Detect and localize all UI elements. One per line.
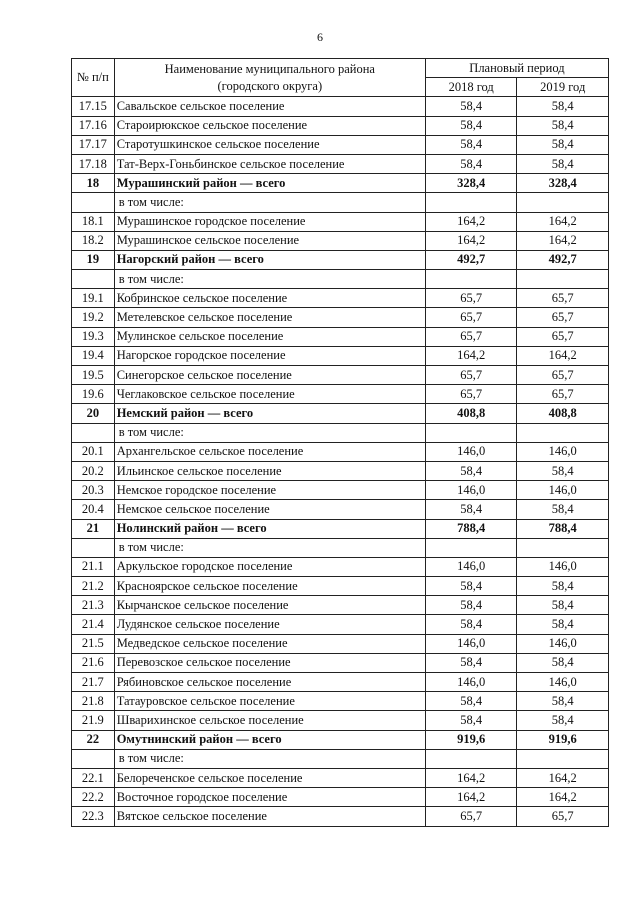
header-number: № п/п (72, 59, 115, 97)
row-name: Шварихинское сельское поселение (114, 711, 425, 730)
row-value-2019: 58,4 (517, 154, 609, 173)
district-total-row (72, 404, 609, 423)
row-name: Рябиновское сельское поселение (114, 673, 425, 692)
row-value-2018: 58,4 (425, 135, 517, 154)
row-value-2019: 58,4 (517, 653, 609, 672)
row-number: 19.5 (72, 366, 115, 385)
row-number: 20.3 (72, 481, 115, 500)
row-name: в том числе: (114, 749, 425, 768)
header-name-line2: (городского округа) (217, 78, 323, 93)
row-number: 21.9 (72, 711, 115, 730)
row-number: 20.1 (72, 442, 115, 461)
row-number: 17.16 (72, 116, 115, 135)
row-value-2018: 58,4 (425, 97, 517, 116)
row-value-2019: 65,7 (517, 385, 609, 404)
budget-table (71, 58, 609, 827)
row-value-2018: 146,0 (425, 442, 517, 461)
table-row (72, 481, 609, 500)
row-value-2019: 65,7 (517, 308, 609, 327)
row-value-2019: 164,2 (517, 788, 609, 807)
row-number: 19 (72, 250, 115, 269)
row-value-2018: 58,4 (425, 154, 517, 173)
row-number: 21.7 (72, 673, 115, 692)
row-name: Немское городское поселение (114, 481, 425, 500)
table-row (72, 154, 609, 173)
table-row (72, 97, 609, 116)
row-number: 20.4 (72, 500, 115, 519)
row-value-2018 (425, 749, 517, 768)
row-number: 21.5 (72, 634, 115, 653)
row-number: 19.1 (72, 289, 115, 308)
district-total-row (72, 730, 609, 749)
row-value-2019: 919,6 (517, 730, 609, 749)
row-value-2019: 788,4 (517, 519, 609, 538)
row-value-2019: 58,4 (517, 135, 609, 154)
row-value-2018: 58,4 (425, 615, 517, 634)
row-value-2018: 58,4 (425, 711, 517, 730)
row-value-2018: 58,4 (425, 500, 517, 519)
row-number: 18.1 (72, 212, 115, 231)
row-name: Староирюкское сельское поселение (114, 116, 425, 135)
row-name: Белореченское сельское поселение (114, 768, 425, 787)
header-year-2019: 2019 год (517, 78, 609, 97)
row-name: Ильинское сельское поселение (114, 461, 425, 480)
table-row (72, 673, 609, 692)
row-number: 22.3 (72, 807, 115, 826)
row-value-2019: 164,2 (517, 231, 609, 250)
row-name: в том числе: (114, 423, 425, 442)
row-value-2018: 408,8 (425, 404, 517, 423)
table-row (72, 135, 609, 154)
table-row (72, 788, 609, 807)
row-value-2019: 146,0 (517, 634, 609, 653)
row-name: Архангельское сельское поселение (114, 442, 425, 461)
row-number (72, 193, 115, 212)
row-name: Мурашинское сельское поселение (114, 231, 425, 250)
table-row (72, 461, 609, 480)
row-value-2018: 919,6 (425, 730, 517, 749)
row-name: Красноярское сельское поселение (114, 577, 425, 596)
row-value-2018: 65,7 (425, 385, 517, 404)
subheading-row (72, 749, 609, 768)
table-row (72, 116, 609, 135)
table-row (72, 577, 609, 596)
district-total-row (72, 519, 609, 538)
page-number: 6 (317, 30, 323, 44)
subheading-row (72, 193, 609, 212)
row-name: Мулинское сельское поселение (114, 327, 425, 346)
subheading-row (72, 538, 609, 557)
row-value-2019: 492,7 (517, 250, 609, 269)
row-number (72, 270, 115, 289)
row-number: 21.2 (72, 577, 115, 596)
row-value-2019 (517, 423, 609, 442)
row-value-2019: 146,0 (517, 481, 609, 500)
row-value-2018 (425, 423, 517, 442)
row-name: в том числе: (114, 193, 425, 212)
row-number (72, 749, 115, 768)
row-value-2018: 788,4 (425, 519, 517, 538)
row-value-2018: 58,4 (425, 461, 517, 480)
row-number: 21.6 (72, 653, 115, 672)
row-value-2018: 65,7 (425, 327, 517, 346)
table-row (72, 615, 609, 634)
row-value-2018: 146,0 (425, 634, 517, 653)
row-name: Вятское сельское поселение (114, 807, 425, 826)
row-number: 19.6 (72, 385, 115, 404)
row-name: Восточное городское поселение (114, 788, 425, 807)
row-number: 19.3 (72, 327, 115, 346)
row-number: 17.15 (72, 97, 115, 116)
table-row (72, 327, 609, 346)
table-row (72, 807, 609, 826)
row-name: Лудянское сельское поселение (114, 615, 425, 634)
table-row (72, 366, 609, 385)
row-value-2018: 58,4 (425, 577, 517, 596)
table-row (72, 308, 609, 327)
table-row (72, 289, 609, 308)
row-value-2019: 65,7 (517, 366, 609, 385)
row-number: 22.2 (72, 788, 115, 807)
row-value-2018: 65,7 (425, 807, 517, 826)
row-value-2018: 328,4 (425, 174, 517, 193)
row-number: 22 (72, 730, 115, 749)
row-value-2019: 58,4 (517, 596, 609, 615)
row-name: Кобринское сельское поселение (114, 289, 425, 308)
row-number: 19.2 (72, 308, 115, 327)
row-name: Немский район — всего (114, 404, 425, 423)
row-name: Перевозское сельское поселение (114, 653, 425, 672)
row-value-2019: 164,2 (517, 768, 609, 787)
row-value-2019: 65,7 (517, 807, 609, 826)
table-row (72, 212, 609, 231)
row-value-2018: 164,2 (425, 346, 517, 365)
row-value-2018: 58,4 (425, 692, 517, 711)
header-year-2018: 2018 год (425, 78, 517, 97)
row-name: Метелевское сельское поселение (114, 308, 425, 327)
table-header (72, 59, 609, 97)
row-number: 21.1 (72, 557, 115, 576)
row-name: Савальское сельское поселение (114, 97, 425, 116)
row-number: 20 (72, 404, 115, 423)
row-value-2018 (425, 270, 517, 289)
row-value-2018: 146,0 (425, 673, 517, 692)
row-value-2019: 58,4 (517, 97, 609, 116)
table-row (72, 768, 609, 787)
row-value-2019: 58,4 (517, 615, 609, 634)
row-number: 21.3 (72, 596, 115, 615)
row-name: Немское сельское поселение (114, 500, 425, 519)
row-value-2019 (517, 538, 609, 557)
row-name: Татауровское сельское поселение (114, 692, 425, 711)
row-number: 17.18 (72, 154, 115, 173)
row-number (72, 423, 115, 442)
row-number: 21 (72, 519, 115, 538)
subheading-row (72, 270, 609, 289)
row-value-2018 (425, 538, 517, 557)
row-value-2018: 492,7 (425, 250, 517, 269)
header-period: Плановый период (425, 59, 608, 78)
row-number: 21.4 (72, 615, 115, 634)
row-number: 17.17 (72, 135, 115, 154)
table-row (72, 692, 609, 711)
row-value-2019 (517, 193, 609, 212)
header-name-line1: Наименование муниципального района (164, 61, 375, 76)
row-value-2019: 146,0 (517, 673, 609, 692)
row-number: 20.2 (72, 461, 115, 480)
table-body (72, 97, 609, 826)
row-value-2018 (425, 193, 517, 212)
district-total-row (72, 250, 609, 269)
table-row (72, 711, 609, 730)
row-number: 22.1 (72, 768, 115, 787)
row-name: Мурашинское городское поселение (114, 212, 425, 231)
row-value-2018: 164,2 (425, 231, 517, 250)
row-name: Аркульское городское поселение (114, 557, 425, 576)
district-total-row (72, 174, 609, 193)
row-value-2019: 58,4 (517, 711, 609, 730)
table-row (72, 634, 609, 653)
row-value-2019 (517, 270, 609, 289)
table-row (72, 596, 609, 615)
row-value-2019: 58,4 (517, 461, 609, 480)
table-row (72, 346, 609, 365)
row-value-2019: 65,7 (517, 327, 609, 346)
row-value-2019: 65,7 (517, 289, 609, 308)
row-number: 18 (72, 174, 115, 193)
row-name: Нагорский район — всего (114, 250, 425, 269)
row-name: в том числе: (114, 538, 425, 557)
row-value-2018: 164,2 (425, 212, 517, 231)
row-name: Старотушкинское сельское поселение (114, 135, 425, 154)
row-number: 19.4 (72, 346, 115, 365)
row-name: Синегорское сельское поселение (114, 366, 425, 385)
table-row (72, 500, 609, 519)
row-name: Нагорское городское поселение (114, 346, 425, 365)
row-value-2019: 164,2 (517, 346, 609, 365)
row-value-2018: 65,7 (425, 308, 517, 327)
row-value-2019 (517, 749, 609, 768)
table-row (72, 385, 609, 404)
row-value-2018: 146,0 (425, 557, 517, 576)
row-value-2018: 164,2 (425, 768, 517, 787)
row-name: в том числе: (114, 270, 425, 289)
row-value-2019: 58,4 (517, 500, 609, 519)
row-name: Медведское сельское поселение (114, 634, 425, 653)
row-value-2019: 408,8 (517, 404, 609, 423)
row-value-2019: 58,4 (517, 116, 609, 135)
row-number (72, 538, 115, 557)
row-name: Кырчанское сельское поселение (114, 596, 425, 615)
row-value-2018: 58,4 (425, 116, 517, 135)
row-name: Чеглаковское сельское поселение (114, 385, 425, 404)
row-value-2019: 164,2 (517, 212, 609, 231)
table-row (72, 231, 609, 250)
row-name: Тат-Верх-Гоньбинское сельское поселение (114, 154, 425, 173)
row-number: 18.2 (72, 231, 115, 250)
row-value-2018: 65,7 (425, 366, 517, 385)
row-value-2018: 164,2 (425, 788, 517, 807)
table-row (72, 442, 609, 461)
row-value-2018: 58,4 (425, 596, 517, 615)
row-value-2019: 328,4 (517, 174, 609, 193)
table-row (72, 557, 609, 576)
row-value-2019: 146,0 (517, 442, 609, 461)
row-name: Омутнинский район — всего (114, 730, 425, 749)
table-row (72, 653, 609, 672)
row-value-2019: 58,4 (517, 692, 609, 711)
row-name: Нолинский район — всего (114, 519, 425, 538)
row-value-2018: 58,4 (425, 653, 517, 672)
row-name: Мурашинский район — всего (114, 174, 425, 193)
row-value-2019: 146,0 (517, 557, 609, 576)
row-number: 21.8 (72, 692, 115, 711)
header-name (114, 59, 425, 97)
row-value-2018: 65,7 (425, 289, 517, 308)
row-value-2018: 146,0 (425, 481, 517, 500)
row-value-2019: 58,4 (517, 577, 609, 596)
subheading-row (72, 423, 609, 442)
